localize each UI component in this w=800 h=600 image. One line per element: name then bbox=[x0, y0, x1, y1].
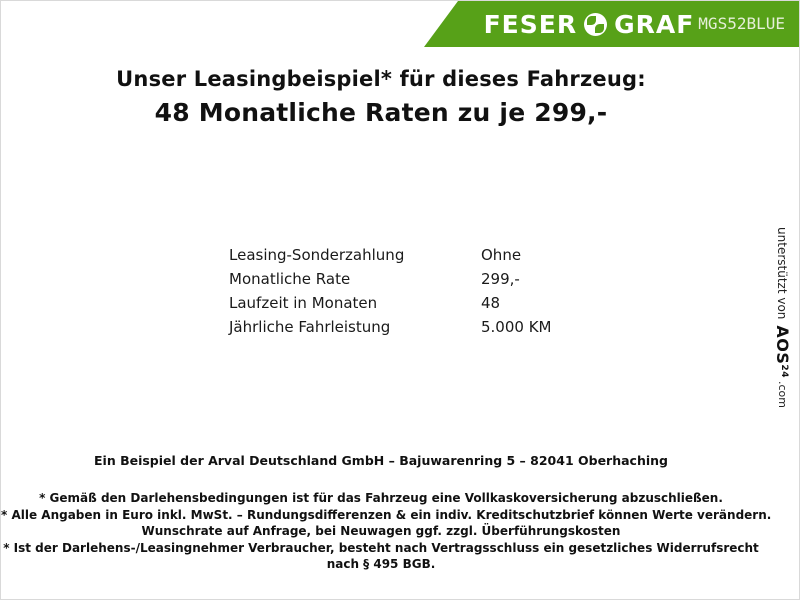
legal-note-line: * Gemäß den Darlehensbedingungen ist für das Fahrzeug eine Vollkaskoversicherung abzuschließen. bbox=[39, 491, 723, 505]
clover-mark-icon bbox=[584, 13, 607, 36]
table-row bbox=[229, 318, 552, 342]
aos24-logo bbox=[773, 325, 792, 378]
brand-lockup bbox=[484, 10, 785, 39]
title-line-primary: Unser Leasingbeispiel* für dieses Fahrzeug: bbox=[116, 67, 646, 91]
aos24-logo-text: AOS bbox=[772, 324, 792, 364]
aos24-logo-suffix: .com bbox=[775, 380, 789, 408]
legal-note-line: Wunschrate auf Anfrage, bei Neuwagen ggf. zzgl. Überführungskosten bbox=[141, 524, 621, 538]
spec-value: 299,- bbox=[481, 270, 520, 288]
supported-by-credit bbox=[771, 187, 793, 447]
table-row bbox=[229, 294, 552, 318]
page-title bbox=[1, 67, 761, 127]
spec-label: Monatliche Rate bbox=[229, 270, 351, 288]
brand-header-banner bbox=[458, 1, 799, 47]
legal-note-line: nach § 495 BGB. bbox=[326, 557, 436, 571]
footer bbox=[1, 453, 772, 573]
aos24-logo-superscript: 24 bbox=[778, 363, 789, 378]
leasing-spec-table bbox=[229, 246, 552, 342]
spec-value: 48 bbox=[481, 294, 501, 312]
table-row bbox=[229, 270, 552, 294]
spec-label: Laufzeit in Monaten bbox=[229, 294, 378, 312]
lessor-note: Ein Beispiel der Arval Deutschland GmbH – Bajuwarenring 5 – 82041 Oberhaching bbox=[94, 453, 668, 468]
table-row bbox=[229, 246, 552, 270]
legal-note-line: * Alle Angaben in Euro inkl. MwSt. – Rundungsdifferenzen & ein indiv. Kreditschutzbrief können Werte verändern. bbox=[1, 507, 772, 522]
legal-notes bbox=[1, 490, 772, 573]
brand-name-second: GRAF bbox=[614, 9, 695, 39]
vehicle-model-code: MGS52BLUE bbox=[698, 14, 785, 33]
brand-name-first: FESER bbox=[483, 9, 578, 39]
legal-note-line: * Ist der Darlehens-/Leasingnehmer Verbraucher, besteht nach Vertragsschluss ein gesetzliches Widerrufsrecht bbox=[3, 540, 759, 555]
title-line-secondary: 48 Monatliche Raten zu je 299,- bbox=[154, 98, 608, 127]
spec-value: 5.000 KM bbox=[481, 318, 552, 336]
supported-by-label: unterstützt von bbox=[775, 226, 790, 319]
spec-value: Ohne bbox=[481, 246, 522, 264]
spec-label: Leasing-Sonderzahlung bbox=[229, 246, 405, 264]
spec-label: Jährliche Fahrleistung bbox=[229, 318, 391, 336]
